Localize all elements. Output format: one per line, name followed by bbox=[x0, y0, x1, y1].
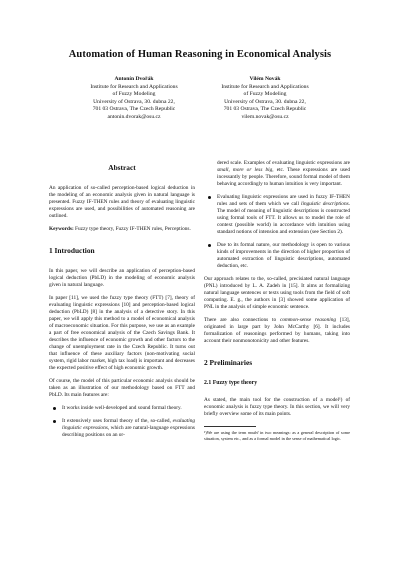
subsection-heading-fuzzy-type-theory: 2.1 Fuzzy type theory bbox=[204, 380, 258, 386]
author-affiliation: Institute for Research and Applications bbox=[90, 83, 178, 90]
list-item-text: . The model of meaning of linguistic descriptions is constructed using formal tools of FTT. It allows us to model the role of context (possible world) in accordance with intuition using standard notions of intension and extension (see Section 2). bbox=[217, 201, 350, 235]
text-emphasis: common-sense reasoning bbox=[279, 317, 337, 323]
bullet-icon bbox=[53, 420, 56, 423]
list-item-text: It works inside well-developed and sound formal theory. bbox=[62, 405, 182, 411]
right-column bbox=[204, 160, 350, 441]
list-item bbox=[204, 242, 350, 270]
author-block-novak bbox=[190, 76, 340, 122]
feature-list bbox=[49, 405, 195, 439]
abstract-heading: Abstract bbox=[108, 163, 136, 172]
text-span: There are also connections to bbox=[204, 317, 280, 323]
author-affiliation: 701 03 Ostrava, The Czech Republic bbox=[92, 106, 176, 113]
text-span: [13], originated in large part by John McCarthy [6]. It includes formalization of reasonings performed by humans, taking into account their nonmonotonicity and other features. bbox=[204, 317, 351, 344]
text-span: , etc. These expressions are used incessantly by people. Therefore, sound formal model of them behaving accordingly to human intuition is very important. bbox=[217, 167, 350, 187]
list-item-emphasis: linguistic descriptions bbox=[301, 201, 349, 207]
author-affiliation: University of Ostrava, 30. dubna 22, bbox=[224, 98, 306, 105]
author-email: antonin.dvorak@osu.cz bbox=[107, 113, 161, 120]
author-affiliation: of Fuzzy Modeling bbox=[243, 91, 287, 98]
paragraph: In paper [11], we used the fuzzy type theory (FTT) [7], theory of evaluating linguistic expressions [10] and perception-based logical deduction (PbLD) [8] in the analysis of a detective story. In this paper, we will apply this method to a model of economical analysis of macroeconomic situation. For this purpose, we use as an example a part of free economical analysis of the Czech Savings Bank. It describes the influence of economic growth and other factors to the change of unemployment rate in the Czech Republic. It turns out that influence of these auxiliary factors (non-motivating social system, rigid labor market, high tax load) is important and decreases the expected positive effect of high economic growth. bbox=[49, 295, 195, 371]
paragraph: In this paper, we will describe an application of perception-based logical deduction (PbLD) in the modeling of economic analysis given in natural language. bbox=[49, 268, 195, 288]
paragraph: Our approach relates to the, so-called, precisiated natural language (PNL) introduced by L. A. Zadeh in [15]. It aims at formalizing natural language sentences or texts using tools from the field of soft computing. E. g., the authors in [3] showed some application of PNL in the analysis of simple economic sentence. bbox=[204, 276, 350, 310]
text-emphasis: model bbox=[247, 430, 259, 435]
section-heading-preliminaries: 2 Preliminaries bbox=[204, 358, 253, 367]
section-heading-introduction: 1 Introduction bbox=[49, 246, 95, 255]
text-emphasis: small, more or less big bbox=[217, 167, 273, 173]
keywords bbox=[49, 226, 195, 233]
list-item-continuation bbox=[204, 160, 350, 188]
author-name: Vilém Novák bbox=[249, 76, 281, 82]
list-item-emphasis: evaluating linguistic expressions bbox=[62, 418, 195, 431]
text-span: in two meanings: as a general description of some situation, system etc., and as a formal model in the sense of mathematical logic. bbox=[204, 430, 351, 441]
keywords-label: Keywords: bbox=[49, 226, 74, 232]
paragraph: Of course, the model of this particular economic analysis should be taken as an illustration of our methodology based on FTT and PbLD. Its main features are: bbox=[49, 378, 195, 398]
list-item-text: , which are natural-language expressions describing positions on an or- bbox=[62, 425, 195, 438]
list-item-text: Due to its formal nature, our methodology is open to various kinds of improvements in the direction of higher proportion of automated extraction of linguistic descriptions, automated deduction, etc. bbox=[217, 242, 350, 269]
list-item-text: Evaluating linguistic expressions are used in fuzzy IF-THEN rules and sets of them which we call bbox=[217, 194, 350, 207]
author-name: Antonín Dvořák bbox=[114, 76, 154, 82]
list-item bbox=[49, 405, 195, 412]
author-affiliation: 701 03 Ostrava, The Czech Republic bbox=[223, 106, 307, 113]
footnote-divider bbox=[204, 426, 256, 427]
author-affiliation: of Fuzzy Modeling bbox=[112, 91, 156, 98]
list-item-text: It extensively uses formal theory of the, so-called, bbox=[62, 418, 173, 424]
author-affiliation: Institute for Research and Applications bbox=[221, 83, 309, 90]
author-block-dvorak bbox=[59, 76, 209, 122]
abstract-text: An application of so-called perception-based logical deduction in the modeling of an economic analysis given in natural language is presented. Fuzzy IF-THEN rules and theory of evaluating linguistic expressions are used, and possibilities of automated reasoning are outlined. bbox=[49, 185, 195, 219]
text-span: ¹)We are using the term bbox=[204, 430, 248, 435]
left-column bbox=[49, 160, 195, 445]
feature-list-continued bbox=[204, 194, 350, 270]
author-affiliation: University of Ostrava, 30. dubna 22, bbox=[93, 98, 175, 105]
author-email: vilem.novak@osu.cz bbox=[241, 113, 289, 120]
paragraph bbox=[204, 317, 350, 345]
bullet-icon bbox=[53, 407, 56, 410]
bullet-icon bbox=[208, 244, 211, 247]
keywords-text: Fuzzy type theory, Fuzzy IF-THEN rules, Perceptions. bbox=[73, 226, 191, 232]
bullet-icon bbox=[208, 196, 211, 199]
paragraph: As stated, the main tool for the construction of a model¹) of economic analysis is fuzzy type theory. In this section, we will very briefly overview some of its main points. bbox=[204, 397, 350, 417]
list-item bbox=[204, 194, 350, 236]
paper-title: Automation of Human Reasoning in Economical Analysis bbox=[68, 49, 332, 60]
list-item bbox=[49, 418, 195, 439]
footnote bbox=[204, 430, 350, 441]
text-span: dered scale. Examples of evaluating linguistic expressions are bbox=[217, 160, 350, 166]
